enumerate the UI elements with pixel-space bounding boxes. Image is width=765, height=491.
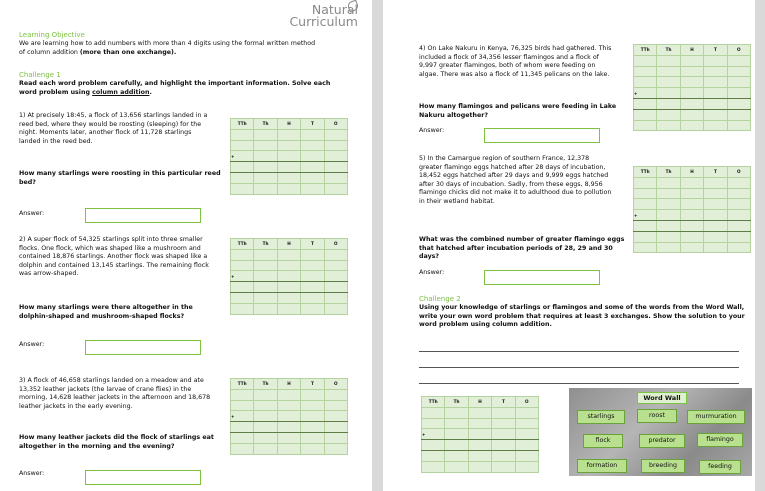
word-chip: starlings bbox=[577, 410, 625, 424]
answer-label: Answer: bbox=[419, 127, 445, 134]
word-chip: breeding bbox=[641, 459, 685, 473]
objective-line1: We are learning how to add numbers with more than 4 digits using the formal written method bbox=[19, 40, 316, 47]
challenge2-title: Challenge 2 bbox=[419, 295, 461, 303]
challenge1-intro-line1: Read each word problem carefully, and highlight the important information. Solve each bbox=[19, 80, 331, 87]
question-2-text: 2) A super flock of 54,325 starlings split into three smaller flocks. One flock, which was shaped like a mushroom and contained 18,876 starlings. Another flock was shaped like a dolphin and contained 13,145 starlings. The remaining flock was arrow-shaped. bbox=[19, 236, 209, 278]
writing-line-1[interactable] bbox=[419, 351, 739, 352]
answer-label: Answer: bbox=[419, 269, 445, 276]
answer-label: Answer: bbox=[19, 210, 45, 217]
question-2-prompt: How many starlings were there altogether in the dolphin-shaped and mushroom-shaped flocks? bbox=[19, 304, 193, 320]
column-addition-grid-4[interactable]: TTh Th H T O + bbox=[633, 44, 751, 131]
column-addition-grid-1[interactable]: TTh Th H T O + bbox=[230, 118, 348, 195]
answer-box-3[interactable] bbox=[85, 470, 201, 485]
answer-box-5[interactable] bbox=[484, 270, 600, 285]
column-addition-grid-2[interactable]: TTh Th H T O + bbox=[230, 238, 348, 315]
word-chip: flamingo bbox=[697, 433, 743, 447]
column-addition-grid-6[interactable]: TTh Th H T O + bbox=[421, 396, 539, 473]
challenge1-title: Challenge 1 bbox=[19, 71, 61, 79]
word-chip: formation bbox=[577, 459, 627, 473]
word-wall bbox=[569, 388, 752, 476]
question-1-text: 1) At precisely 18:45, a flock of 13,656 starlings landed in a reed bed, where they would be roosting (sleeping) for the night. Moments later, another flock of 11,728 starlings landed in the reed bed. bbox=[19, 112, 208, 145]
word-chip: feeding bbox=[699, 460, 741, 474]
word-wall-title: Word Wall bbox=[637, 392, 687, 404]
question-4-text: 4) On Lake Nakuru in Kenya, 76,325 birds had gathered. This included a flock of 34,356 lesser flamingos and a flock of 9,997 greater flamingos, both of whom were feeding on algae. There was also a flock of 11,345 pelicans on the lake. bbox=[419, 45, 612, 78]
word-chip: predator bbox=[639, 434, 685, 448]
answer-label: Answer: bbox=[19, 470, 45, 477]
word-chip: roost bbox=[637, 409, 677, 423]
question-1-prompt: How many starlings were roosting in this particular reed bed? bbox=[19, 170, 221, 186]
question-5-text: 5) In the Camargue region of southern France, 12,378 greater flamingo eggs hatched after 28 days of incubation, 18,452 eggs hatched after 29 days and 9,999 eggs hatched after 30 days of incubation. Sadly, from these eggs, 8,956 flamingo chicks did not make it to adulthood due to pollution in their wetland habitat. bbox=[419, 155, 612, 205]
worksheet-page-right bbox=[383, 0, 755, 491]
answer-box-4[interactable] bbox=[484, 128, 600, 143]
column-addition-grid-5[interactable]: TTh Th H T O + bbox=[633, 166, 751, 253]
answer-box-1[interactable] bbox=[85, 208, 201, 223]
question-3-prompt: How many leather jackets did the flock of starlings eat altogether in the morning and the evening? bbox=[19, 434, 214, 450]
writing-line-2[interactable] bbox=[419, 367, 739, 368]
question-5-prompt: What was the combined number of greater flamingo eggs that hatched after incubation periods of 28, 29 and 30 days? bbox=[419, 236, 625, 261]
writing-line-3[interactable] bbox=[419, 383, 739, 384]
question-4-prompt: How many flamingos and pelicans were feeding in Lake Nakuru altogether? bbox=[419, 103, 617, 119]
answer-label: Answer: bbox=[19, 341, 45, 348]
answer-box-2[interactable] bbox=[85, 340, 201, 355]
question-3-text: 3) A flock of 46,658 starlings landed on a meadow and ate 13,352 leather jackets (the larvae of crane flies) in the morning, 14,628 leather jackets in the afternoon and 18,678 leather jackets in the early evening. bbox=[19, 377, 211, 410]
worksheet-page-left bbox=[0, 0, 372, 491]
challenge2-instructions: Using your knowledge of starlings or flamingos and some of the words from the Word Wall, write your own word problem that requires at least 3 exchanges. Show the solution to your word problem using column addition. bbox=[419, 304, 745, 329]
challenge1-intro-line2: word problem using column addition. bbox=[19, 89, 152, 96]
natural-curriculum-logo: Natural Curriculum bbox=[289, 4, 358, 28]
objective-title: Learning Objective bbox=[19, 31, 85, 39]
word-chip: murmuration bbox=[687, 410, 745, 424]
objective-line2: of column addition (more than one exchange). bbox=[19, 49, 177, 56]
word-chip: flock bbox=[583, 434, 623, 448]
column-addition-grid-3[interactable]: TTh Th H T O + bbox=[230, 378, 348, 455]
